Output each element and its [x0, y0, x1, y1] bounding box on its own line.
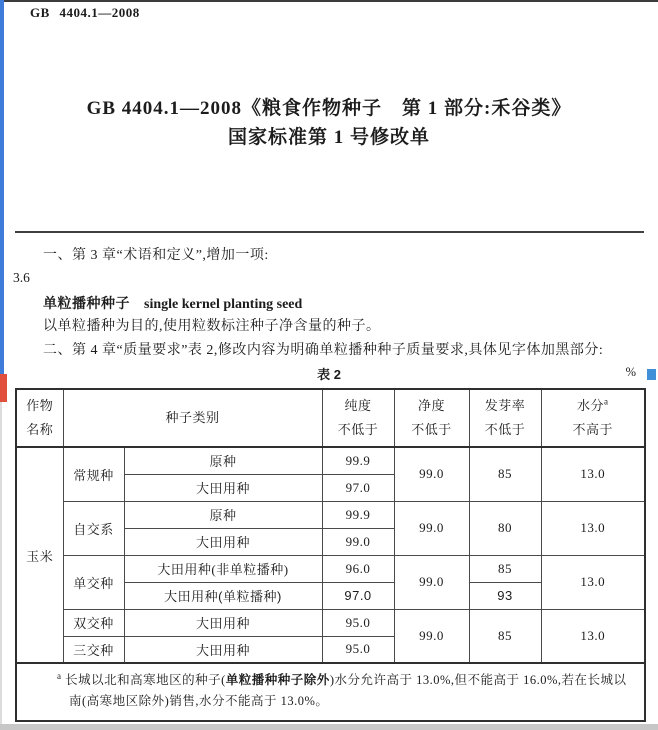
scan-bottom-edge — [0, 724, 658, 730]
footnote-segment: )水分允许高于 13.0%,但不能高于 16.0%,若在长城以南(高寒地区除外)销售,水分不能高于 13.0%。 — [69, 673, 627, 708]
table-row — [16, 609, 645, 636]
moisture-cell: 13.0 — [541, 447, 645, 501]
term-chinese: 单粒播种种子 — [43, 295, 130, 311]
seed-class-cell: 原种 — [124, 501, 322, 528]
col-header-category — [63, 389, 322, 447]
footnote-segment: 长城以北和高寒地区的种子( — [65, 673, 226, 687]
scan-left-gray-edge — [0, 402, 2, 730]
horizontal-rule — [15, 231, 644, 233]
moisture-cell: 13.0 — [541, 555, 645, 609]
col-header-purity — [322, 389, 394, 447]
page-title-line-2: 国家标准第 1 号修改单 — [227, 127, 430, 148]
seed-class-cell: 大田用种 — [124, 528, 322, 555]
seed-type-cell: 双交种 — [63, 609, 124, 636]
col-header-moisture-line1 — [544, 394, 643, 418]
moisture-cell: 13.0 — [541, 501, 645, 555]
table-row — [16, 447, 645, 474]
table-row — [16, 501, 645, 528]
germination-cell: 85 — [469, 447, 541, 501]
quality-table — [15, 388, 646, 722]
col-header-purity-line2: 不低于 — [337, 422, 379, 437]
title-block — [0, 94, 658, 152]
cleanliness-cell: 99.0 — [394, 447, 469, 501]
scan-left-blue-strip — [0, 0, 4, 374]
germination-cell-bold: 93 — [469, 582, 541, 609]
purity-cell: 99.0 — [322, 528, 394, 555]
col-header-category-label: 种子类别 — [165, 410, 220, 425]
seed-type-cell: 三交种 — [63, 636, 124, 663]
col-header-cleanliness-line1: 净度 — [418, 398, 446, 413]
scan-top-edge — [0, 0, 658, 2]
clause-number: 3.6 — [13, 270, 30, 285]
seed-class-cell: 大田用种 — [124, 636, 322, 663]
quality-table-wrapper — [15, 388, 646, 722]
col-header-purity-line1: 纯度 — [344, 398, 372, 413]
amendment-item-1: 一、第 3 章“术语和定义”,增加一项: — [43, 248, 269, 263]
purity-cell: 95.0 — [322, 636, 394, 663]
amendment-item-2: 二、第 4 章“质量要求”表 2,修改内容为明确单粒播种种子质量要求,具体见字体加黑部分: — [43, 343, 604, 358]
col-header-cleanliness-line2: 不低于 — [411, 422, 452, 437]
col-header-crop-line2: 名称 — [26, 422, 54, 437]
table-caption: 表 2 — [317, 367, 341, 382]
doc-number: GB 4404.1—2008 — [30, 5, 140, 20]
purity-cell: 96.0 — [322, 555, 394, 582]
cleanliness-cell: 99.0 — [394, 609, 469, 663]
seed-class-cell: 大田用种(非单粒播种) — [124, 555, 322, 582]
col-header-germination-line1: 发芽率 — [484, 398, 526, 413]
cleanliness-cell: 99.0 — [394, 555, 469, 609]
seed-type-cell: 常规种 — [63, 447, 124, 501]
col-header-germination-line2: 不低于 — [484, 422, 526, 437]
purity-cell: 95.0 — [322, 609, 394, 636]
germination-cell: 85 — [469, 555, 541, 582]
purity-cell: 99.9 — [322, 501, 394, 528]
moisture-label: 水分 — [577, 398, 605, 413]
col-header-cleanliness — [394, 389, 469, 447]
col-header-crop-line1: 作物 — [26, 398, 54, 413]
footnote-marker: a — [57, 670, 62, 681]
table-row — [16, 555, 645, 582]
seed-class-cell: 大田用种 — [124, 474, 322, 501]
table-unit-label: % — [625, 365, 636, 379]
seed-type-cell: 单交种 — [63, 555, 124, 609]
seed-class-cell: 大田用种 — [124, 609, 322, 636]
table-header-row — [16, 389, 645, 447]
table-footnote-row — [16, 663, 645, 721]
col-header-crop — [16, 389, 63, 447]
germination-cell: 80 — [469, 501, 541, 555]
term-english: single kernel planting seed — [144, 297, 303, 312]
col-header-moisture-line2: 不高于 — [572, 422, 614, 437]
table-footnote-cell — [16, 663, 645, 721]
page-title-line-1: GB 4404.1—2008《粮食作物种子 第 1 部分:禾谷类》 — [86, 98, 572, 119]
moisture-cell: 13.0 — [541, 609, 645, 663]
col-header-germination — [469, 389, 541, 447]
seed-class-cell-bold: 大田用种(单粒播种) — [124, 582, 322, 609]
footnote-bold-segment: 单粒播种种子除外 — [225, 673, 330, 687]
moisture-footnote-marker: a — [604, 396, 609, 407]
footnote-text — [57, 670, 630, 712]
germination-cell: 85 — [469, 609, 541, 663]
purity-cell: 99.9 — [322, 447, 394, 474]
term-heading — [43, 293, 302, 313]
term-definition: 以单粒播种为目的,使用粒数标注种子净含量的种子。 — [43, 319, 381, 334]
purity-cell: 97.0 — [322, 474, 394, 501]
col-header-moisture — [541, 389, 645, 447]
seed-type-cell: 自交系 — [63, 501, 124, 555]
purity-cell-bold: 97.0 — [322, 582, 394, 609]
crop-name-cell: 玉米 — [16, 447, 63, 663]
seed-class-cell: 原种 — [124, 447, 322, 474]
cleanliness-cell: 99.0 — [394, 501, 469, 555]
